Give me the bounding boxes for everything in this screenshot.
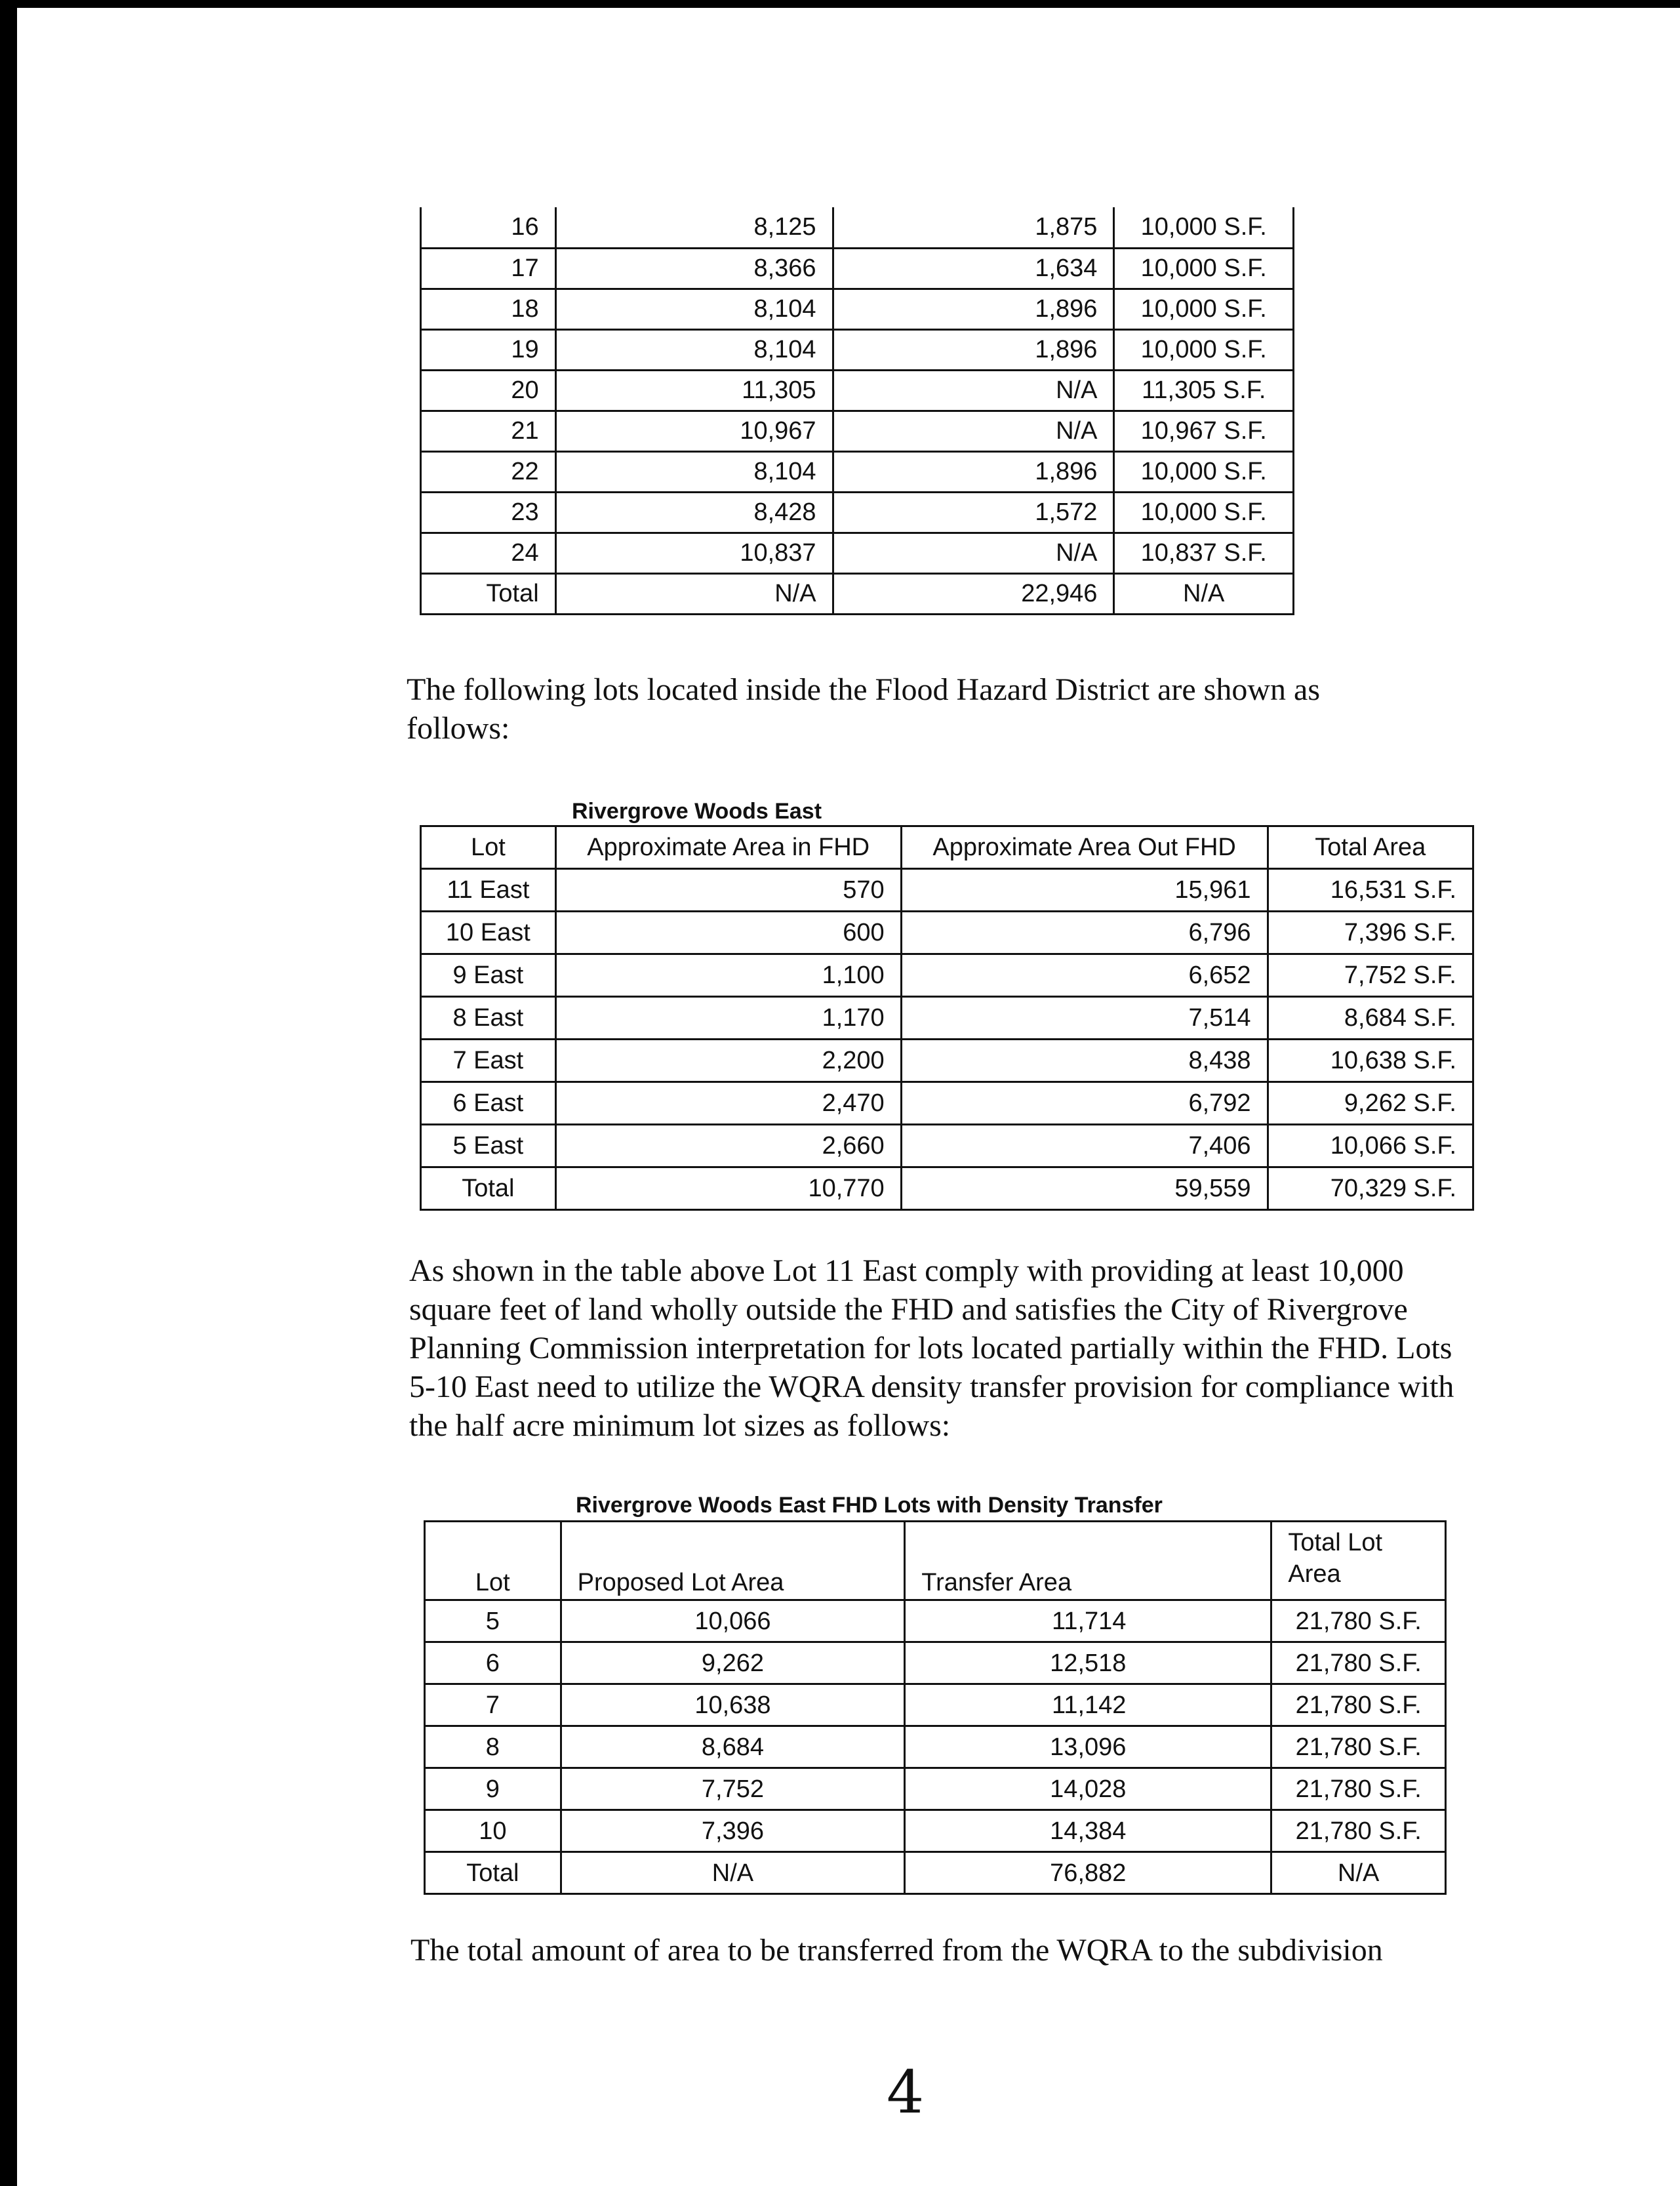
cell-total: 21,780 S.F.	[1271, 1600, 1446, 1642]
cell-proposed: N/A	[561, 1852, 905, 1894]
cell-transfer: N/A	[833, 370, 1114, 411]
cell-lot: 7 East	[421, 1040, 556, 1082]
cell-total: 8,684 S.F.	[1268, 997, 1473, 1040]
cell-in-fhd: 600	[555, 912, 901, 954]
cell-total: 21,780 S.F.	[1271, 1642, 1446, 1684]
page-number: 4	[887, 2058, 925, 2127]
cell-total: 10,000 S.F.	[1114, 289, 1294, 329]
cell-transfer: 11,142	[905, 1684, 1271, 1726]
cell-proposed: 10,638	[561, 1684, 905, 1726]
cell-lot: 10	[425, 1810, 561, 1852]
table-row	[421, 411, 1294, 451]
cell-lot: 6 East	[421, 1082, 556, 1125]
scan-border-left	[0, 0, 17, 2186]
table-row	[421, 573, 1294, 614]
cell-out-fhd: 7,514	[901, 997, 1268, 1040]
fhd-table-header-row	[421, 826, 1473, 869]
cell-out-fhd: 59,559	[901, 1167, 1268, 1210]
cell-lot: 9	[425, 1768, 561, 1810]
cell-out-fhd: 6,796	[901, 912, 1268, 954]
cell-transfer: 22,946	[833, 573, 1114, 614]
table-row	[421, 912, 1473, 954]
cell-total: 21,780 S.F.	[1271, 1768, 1446, 1810]
cell-area: 8,366	[555, 248, 833, 289]
header-transfer-area: Transfer Area	[905, 1522, 1271, 1600]
cell-lot: 16	[421, 207, 556, 248]
cell-transfer: 13,096	[905, 1726, 1271, 1768]
cell-transfer: 1,896	[833, 451, 1114, 492]
cell-lot: 9 East	[421, 954, 556, 997]
cell-transfer: 76,882	[905, 1852, 1271, 1894]
cell-total: 10,638 S.F.	[1268, 1040, 1473, 1082]
cell-transfer: 1,875	[833, 207, 1114, 248]
table-row	[421, 289, 1294, 329]
cell-proposed: 10,066	[561, 1600, 905, 1642]
table-row	[421, 1082, 1473, 1125]
cell-transfer: 11,714	[905, 1600, 1271, 1642]
table-row	[425, 1726, 1446, 1768]
header-proposed-lot-area: Proposed Lot Area	[561, 1522, 905, 1600]
cell-area: 8,104	[555, 329, 833, 370]
fhd-table-caption: Rivergrove Woods East	[572, 799, 822, 824]
lot-size-table	[420, 207, 1294, 615]
table-row	[421, 997, 1473, 1040]
table-row	[421, 1125, 1473, 1167]
cell-proposed: 7,396	[561, 1810, 905, 1852]
cell-lot: 8 East	[421, 997, 556, 1040]
cell-area: 8,104	[555, 451, 833, 492]
cell-total: 10,066 S.F.	[1268, 1125, 1473, 1167]
cell-lot: 6	[425, 1642, 561, 1684]
header-area-out-fhd: Approximate Area Out FHD	[901, 826, 1268, 869]
cell-lot: 10 East	[421, 912, 556, 954]
transfer-total-paragraph: The total amount of area to be transferred from the WQRA to the subdivision	[410, 1933, 1383, 1968]
flood-hazard-intro-paragraph: The following lots located inside the Flood Hazard District are shown as follows:	[407, 672, 1321, 746]
table-row	[421, 492, 1294, 533]
header-total-lot-area: Total Lot Area	[1271, 1522, 1446, 1600]
cell-total: 10,000 S.F.	[1114, 207, 1294, 248]
header-total-area: Total Area	[1268, 826, 1473, 869]
table-row	[425, 1642, 1446, 1684]
cell-lot: Total	[421, 1167, 556, 1210]
cell-total: N/A	[1114, 573, 1294, 614]
scan-border-top	[0, 0, 1680, 8]
cell-total: 10,967 S.F.	[1114, 411, 1294, 451]
header-lot: Lot	[425, 1522, 561, 1600]
cell-in-fhd: 2,470	[555, 1082, 901, 1125]
table-row	[421, 207, 1294, 248]
cell-transfer: N/A	[833, 533, 1114, 573]
cell-total: 10,000 S.F.	[1114, 492, 1294, 533]
table-row	[421, 954, 1473, 997]
cell-in-fhd: 2,660	[555, 1125, 901, 1167]
cell-out-fhd: 6,652	[901, 954, 1268, 997]
compliance-paragraph: As shown in the table above Lot 11 East comply with providing at least 10,000 square feet of land wholly outside the FHD and satisfies the City of Rivergrove Planning Commission interpretation for lots located partially within the FHD. Lots 5-10 East need to utilize the WQRA density transfer provision for compliance with the half acre minimum lot sizes as follows:	[409, 1253, 1454, 1443]
cell-transfer: 1,896	[833, 329, 1114, 370]
cell-in-fhd: 1,170	[555, 997, 901, 1040]
table-row	[421, 1040, 1473, 1082]
cell-area: 8,428	[555, 492, 833, 533]
cell-lot: 21	[421, 411, 556, 451]
cell-proposed: 7,752	[561, 1768, 905, 1810]
cell-total: 70,329 S.F.	[1268, 1167, 1473, 1210]
cell-lot: 7	[425, 1684, 561, 1726]
cell-transfer: 14,028	[905, 1768, 1271, 1810]
cell-transfer: 1,634	[833, 248, 1114, 289]
cell-lot: Total	[425, 1852, 561, 1894]
cell-lot: 19	[421, 329, 556, 370]
cell-lot: 22	[421, 451, 556, 492]
table-row	[425, 1810, 1446, 1852]
table-row	[421, 370, 1294, 411]
cell-area: 10,967	[555, 411, 833, 451]
cell-lot: 17	[421, 248, 556, 289]
cell-lot: 8	[425, 1726, 561, 1768]
cell-total: 7,396 S.F.	[1268, 912, 1473, 954]
cell-transfer: 14,384	[905, 1810, 1271, 1852]
cell-area: 8,125	[555, 207, 833, 248]
cell-area: 11,305	[555, 370, 833, 411]
table-row	[425, 1852, 1446, 1894]
cell-out-fhd: 6,792	[901, 1082, 1268, 1125]
table-row	[421, 1167, 1473, 1210]
cell-proposed: 8,684	[561, 1726, 905, 1768]
cell-lot: 5	[425, 1600, 561, 1642]
cell-out-fhd: 8,438	[901, 1040, 1268, 1082]
cell-total: 11,305 S.F.	[1114, 370, 1294, 411]
table-row	[421, 451, 1294, 492]
cell-total: 10,837 S.F.	[1114, 533, 1294, 573]
table-row	[421, 533, 1294, 573]
cell-transfer: 1,896	[833, 289, 1114, 329]
cell-area: 10,837	[555, 533, 833, 573]
cell-total: 10,000 S.F.	[1114, 329, 1294, 370]
cell-in-fhd: 10,770	[555, 1167, 901, 1210]
cell-total: 10,000 S.F.	[1114, 451, 1294, 492]
cell-transfer: N/A	[833, 411, 1114, 451]
table-row	[425, 1600, 1446, 1642]
cell-proposed: 9,262	[561, 1642, 905, 1684]
cell-lot: 24	[421, 533, 556, 573]
header-area-in-fhd: Approximate Area in FHD	[555, 826, 901, 869]
table-row	[421, 329, 1294, 370]
cell-total: N/A	[1271, 1852, 1446, 1894]
table-row	[421, 869, 1473, 912]
cell-total: 21,780 S.F.	[1271, 1726, 1446, 1768]
header-lot: Lot	[421, 826, 556, 869]
cell-lot: 23	[421, 492, 556, 533]
cell-in-fhd: 570	[555, 869, 901, 912]
transfer-table-header-row	[425, 1522, 1446, 1600]
cell-total: 10,000 S.F.	[1114, 248, 1294, 289]
cell-lot: Total	[421, 573, 556, 614]
cell-transfer: 1,572	[833, 492, 1114, 533]
cell-area: N/A	[555, 573, 833, 614]
density-transfer-table	[424, 1520, 1447, 1895]
cell-lot: 11 East	[421, 869, 556, 912]
cell-total: 16,531 S.F.	[1268, 869, 1473, 912]
cell-transfer: 12,518	[905, 1642, 1271, 1684]
transfer-table-caption: Rivergrove Woods East FHD Lots with Density Transfer	[576, 1493, 1163, 1518]
cell-total: 9,262 S.F.	[1268, 1082, 1473, 1125]
table-row	[421, 248, 1294, 289]
cell-out-fhd: 15,961	[901, 869, 1268, 912]
cell-total: 21,780 S.F.	[1271, 1684, 1446, 1726]
table-row	[425, 1684, 1446, 1726]
cell-in-fhd: 1,100	[555, 954, 901, 997]
cell-in-fhd: 2,200	[555, 1040, 901, 1082]
fhd-lots-table	[420, 825, 1474, 1211]
cell-lot: 18	[421, 289, 556, 329]
cell-total: 7,752 S.F.	[1268, 954, 1473, 997]
cell-lot: 5 East	[421, 1125, 556, 1167]
cell-total: 21,780 S.F.	[1271, 1810, 1446, 1852]
table-row	[425, 1768, 1446, 1810]
cell-out-fhd: 7,406	[901, 1125, 1268, 1167]
cell-area: 8,104	[555, 289, 833, 329]
cell-lot: 20	[421, 370, 556, 411]
